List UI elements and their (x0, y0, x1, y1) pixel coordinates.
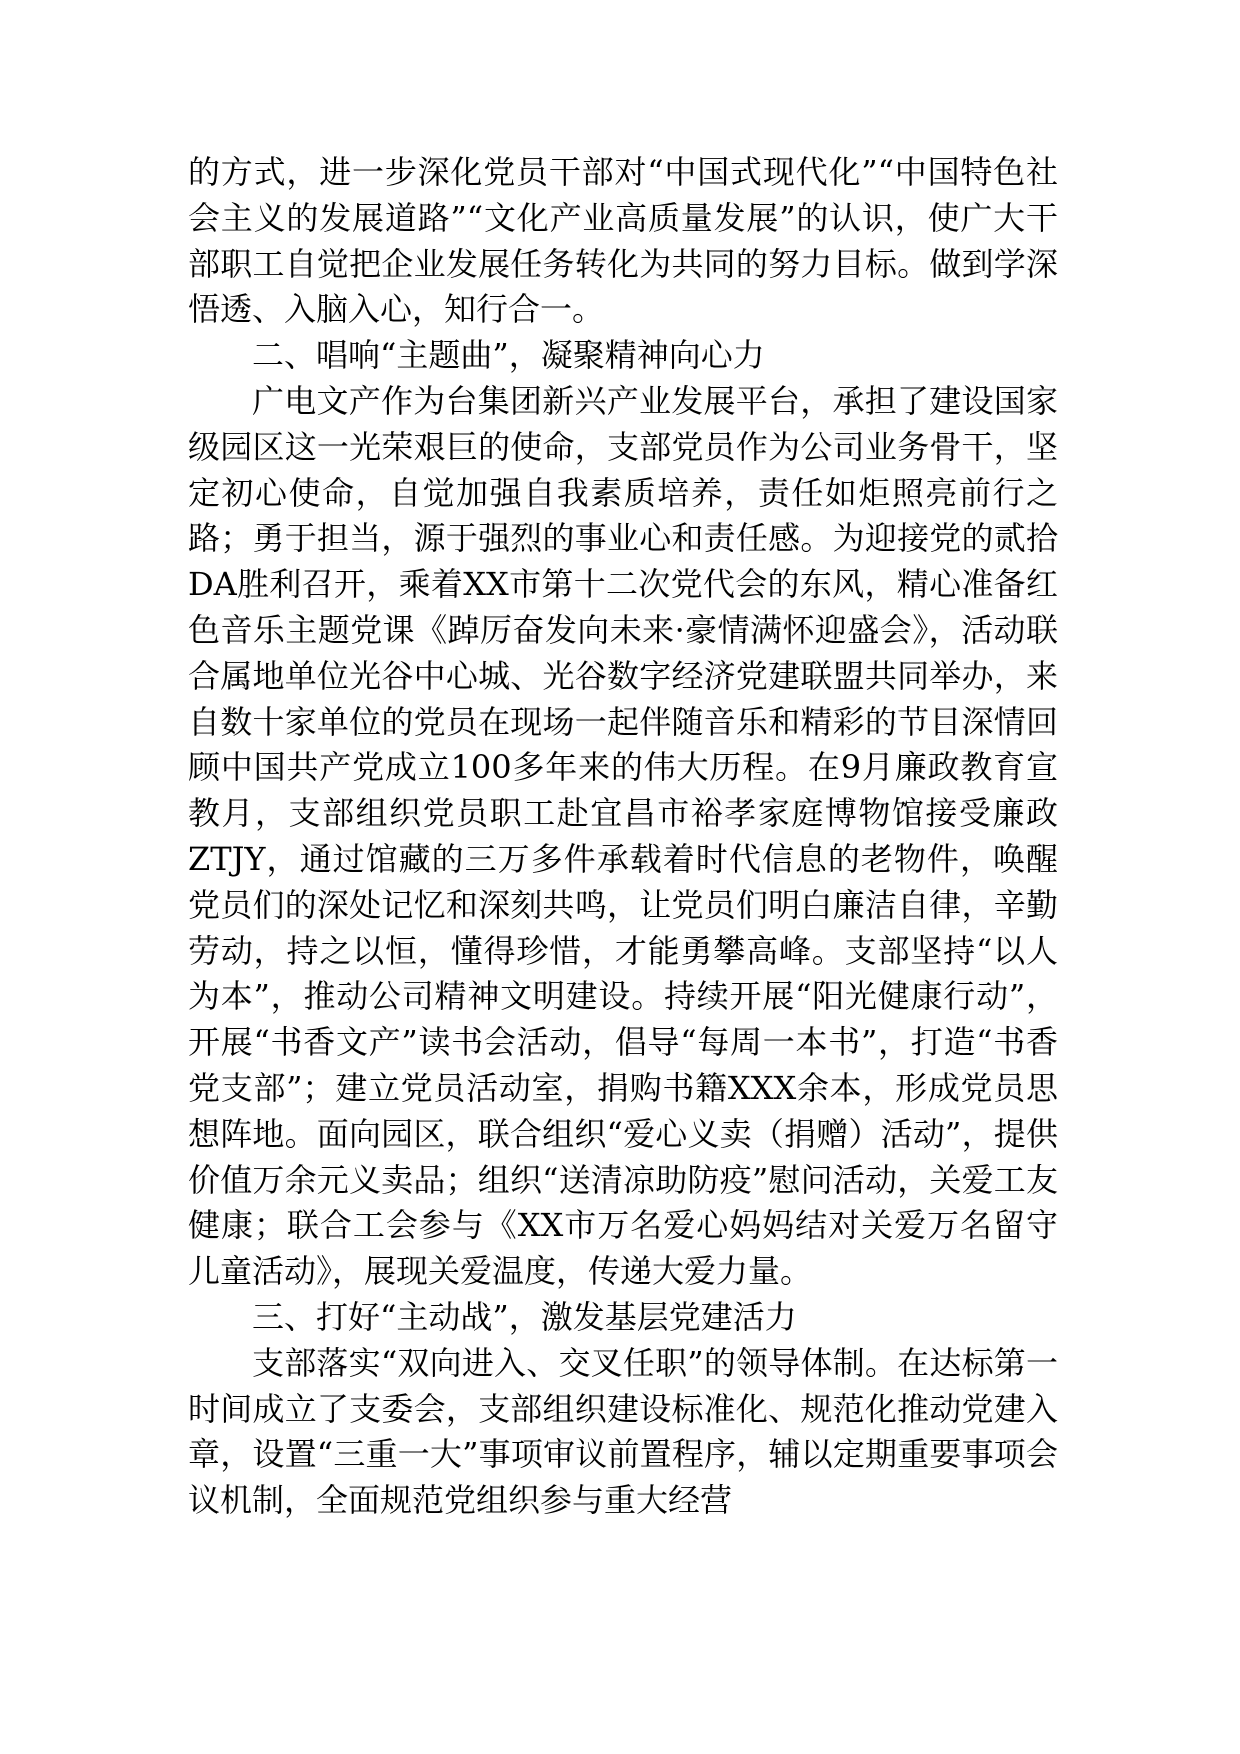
paragraph-continued: 的方式，进一步深化党员干部对“中国式现代化”“中国特色社会主义的发展道路”“文化产业高质量发展”的认识，使广大干部职工自觉把企业发展任务转化为共同的努力目标。做到学深悟透、入脑入心，知行合一。 (188, 153, 1058, 329)
paragraph-section-2: 广电文产作为台集团新兴产业发展平台，承担了建设国家级园区这一光荣艰巨的使命，支部党员作为公司业务骨干，坚定初心使命，自觉加强自我素质培养，责任如炬照亮前行之路；勇于担当，源于强烈的事业心和责任感。为迎接党的贰拾DA胜利召开，乘着XX市第十二次党代会的东风，精心准备红色音乐主题党课《踔厉奋发向未来·豪情满怀迎盛会》，活动联合属地单位光谷中心城、光谷数字经济党建联盟共同举办，来自数十家单位的党员在现场一起伴随音乐和精彩的节目深情回顾中国共产党成立100多年来的伟大历程。在9月廉政教育宣教月，支部组织党员职工赴宜昌市裕孝家庭博物馆接受廉政ZTJY，通过馆藏的三万多件承载着时代信息的老物件，唤醒党员们的深处记忆和深刻共鸣，让党员们明白廉洁自律，辛勤劳动，持之以恒，懂得珍惜，才能勇攀高峰。支部坚持“以人为本”，推动公司精神文明建设。持续开展“阳光健康行动”，开展“书香文产”读书会活动，倡导“每周一本书”，打造“书香党支部”；建立党员活动室，捐购书籍XXX余本，形成党员思想阵地。面向园区，联合组织“爱心义卖（捐赠）活动”，提供价值万余元义卖品；组织“送清凉助防疫”慰问活动，关爱工友健康；联合工会参与《XX市万名爱心妈妈结对关爱万名留守儿童活动》，展现关爱温度，传递大爱力量。 (188, 381, 1058, 1291)
section-heading-2: 二、唱响“主题曲”，凝聚精神向心力 (252, 336, 765, 375)
paragraph-section-3: 支部落实“双向进入、交叉任职”的领导体制。在达标第一时间成立了支委会，支部组织建设标准化、规范化推动党建入章，设置“三重一大”事项审议前置程序，辅以定期重要事项会议机制，全面规范党组织参与重大经营 (188, 1343, 1058, 1520)
section-heading-3: 三、打好“主动战”，激发基层党建活力 (252, 1297, 797, 1336)
document-body (188, 150, 1058, 1524)
